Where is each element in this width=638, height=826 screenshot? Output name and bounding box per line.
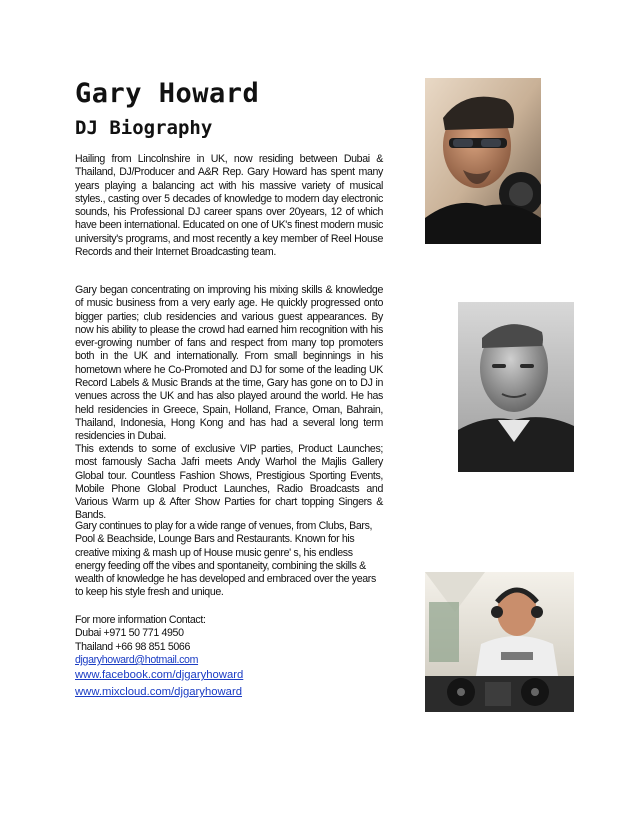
mixcloud-link[interactable]: www.mixcloud.com/djgaryhoward <box>75 686 243 699</box>
page-title: Gary Howard <box>75 78 260 109</box>
facebook-link[interactable]: www.facebook.com/djgaryhoward <box>75 669 244 682</box>
contact-block <box>75 614 243 701</box>
photo-portrait-sunglasses <box>425 78 541 244</box>
bio-paragraph-2: Gary began concentrating on improving his mixing skills & knowledge of music business from a very early age. He quickly progressed onto bigger parties; club residencies and various guest appearances. By now his ability to please the crowd had earned him recognition with his ever-growing number of fans and respect from many top promoters both in the UK and internationally. From small beginnings in his hometown where he Co-Promoted and DJ for some of the leading UK Record Labels & Music Brands at the time, Gary has gone on to DJ in venues across the UK and has also played around the world. He has held residencies in Greece, Spain, Holland, France, Oman, Bahrain, Thailand, Indonesia, Hong Kong and has had a several long term residencies in Dubai. <box>75 284 383 443</box>
photo-portrait-bw <box>458 302 574 472</box>
bio-paragraph-4: Gary continues to play for a wide range of venues, from Clubs, Bars, Pool & Beachside, Lounge Bars and Restaurants. Known for his creative mixing & mash up of House music genre' s, his endless energy feeding off the vibes and spontaneity, combining the skills & wealth of knowledge he has developed and embraced over the years to keep his style fresh and unique. <box>75 520 376 599</box>
contact-email-link[interactable]: djgaryhoward@hotmail.com <box>75 653 199 666</box>
page-subtitle: DJ Biography <box>75 117 213 139</box>
contact-heading: For more information Contact: <box>75 614 206 626</box>
contact-phone-dubai: Dubai +971 50 771 4950 <box>75 627 184 640</box>
photo-dj-at-decks <box>425 572 574 712</box>
bio-paragraph-3: This extends to some of exclusive VIP parties, Product Launches; most famously Sacha Jafri meets Andy Warhol the Majlis Gallery Global tour. Countless Fashion Shows, Prestigious Sporting Events, Mobile Phone Global Product Launches, Radio Broadcasts and Various Warm up & After Show Parties for chart topping Singers & Bands. <box>75 443 383 522</box>
contact-phone-thailand: Thailand +66 98 851 5066 <box>75 640 191 653</box>
bio-paragraph-1: Hailing from Lincolnshire in UK, now residing between Dubai & Thailand, DJ/Producer and A&R Rep. Gary Howard has spent many years playing a balancing act with his massive variety of musical styles., casting over 5 decades of knowledge to modern day electronic sounds, his Professional DJ career spans over 20years, 12 of which have been international. Educated on one of UK's finest modern music university's programs, and most recently a key member of Reel House Records and their Internet Broadcasting team. <box>75 153 383 259</box>
